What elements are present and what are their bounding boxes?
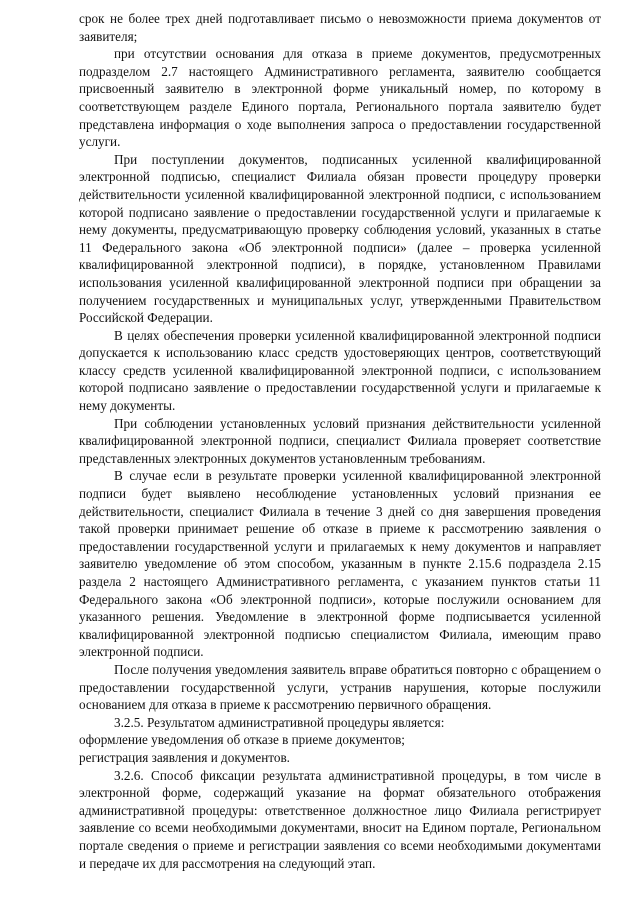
paragraph-2: при отсутствии основания для отказа в приеме документов, предусмотренных подразделом 2.7 настоящего Административного регламента, заявителю сообщается присвоенный заявителю в электронной форме уникальный номер, по которому в соответствующем разделе Единого портала, Регионального портала заявителю будет представлена информация о ходе выполнения запроса о предоставлении государственной услуги. [79, 46, 601, 150]
paragraph-9: оформление уведомления об отказе в приеме документов; [79, 732, 405, 748]
paragraph-7: После получения уведомления заявитель вправе обратиться повторно с обращением о предоставлении государственной услуги, устранив нарушения, которые послужили основанием для отказа в приеме к рассмотрению первичного обращения. [79, 661, 601, 713]
paragraph-8: 3.2.5. Результатом административной процедуры является: [114, 714, 445, 730]
paragraph-10: регистрация заявления и документов. [79, 749, 290, 765]
paragraph-6: В случае если в результате проверки усиленной квалифицированной электронной подписи будет выявлено несоблюдение установленных условий признания ее действительности, специалист Филиала в течение 3 дней со дня завершения проведения такой проверки принимает решение об отказе в приеме к рассмотрению заявления о предоставлении государственной услуги и прилагаемых к нему документов и направляет заявителю уведомление об этом способом, указанным в пункте 2.15.6 подраздела 2.15 раздела 2 настоящего Административного регламента, с указанием пунктов статьи 11 Федерального закона «Об электронной подписи», которые послужили основанием для указанного решения. Уведомление в электронной форме подписывается усиленной квалифицированной электронной подписью специалистом Филиала, имеющим право электронной подписи. [79, 468, 601, 660]
paragraph-11: 3.2.6. Способ фиксации результата административной процедуры, в том числе в электронной форме, содержащий указание на формат обязательного отображения административной процедуры: ответственное должностное лицо Филиала регистрирует заявление со всеми необходимыми документами, вносит на Едином портале, Региональном портале сведения о приеме и регистрации заявления со всеми необходимыми документами и передаче их для рассмотрения на следующий этап. [79, 767, 601, 871]
paragraph-4: В целях обеспечения проверки усиленной квалифицированной электронной подписи допускается к использованию класс средств удостоверяющих центров, соответствующий классу средств усиленной квалифицированной электронной подписи, с использованием которой подписано заявление о предоставлении государственной услуги и прилагаемые к нему документы. [79, 327, 601, 414]
paragraph-3: При поступлении документов, подписанных усиленной квалифицированной электронной подписью, специалист Филиала обязан провести процедуру проверки действительности усиленной квалифицированной электронной подписи, с использованием которой подписано заявление о предоставлении государственной услуги и прилагаемые к нему документы, предусматривающую проверку соблюдения условий, указанных в статье 11 Федерального закона «Об электронной подписи» (далее – проверка усиленной квалифицированной электронной подписи), в порядке, установленном Правилами использования усиленной квалифицированной электронной подписи при обращении за получением государственных и муниципальных услуг, утвержденными Правительством Российской Федерации. [79, 151, 601, 326]
paragraph-1: срок не более трех дней подготавливает письмо о невозможности приема документов от заявителя; [79, 11, 601, 44]
paragraph-5: При соблюдении установленных условий признания действительности усиленной квалифицированной электронной подписи, специалист Филиала проверяет соответствие представленных электронных документов установленным требованиям. [79, 415, 601, 466]
document-page [79, 10, 601, 872]
